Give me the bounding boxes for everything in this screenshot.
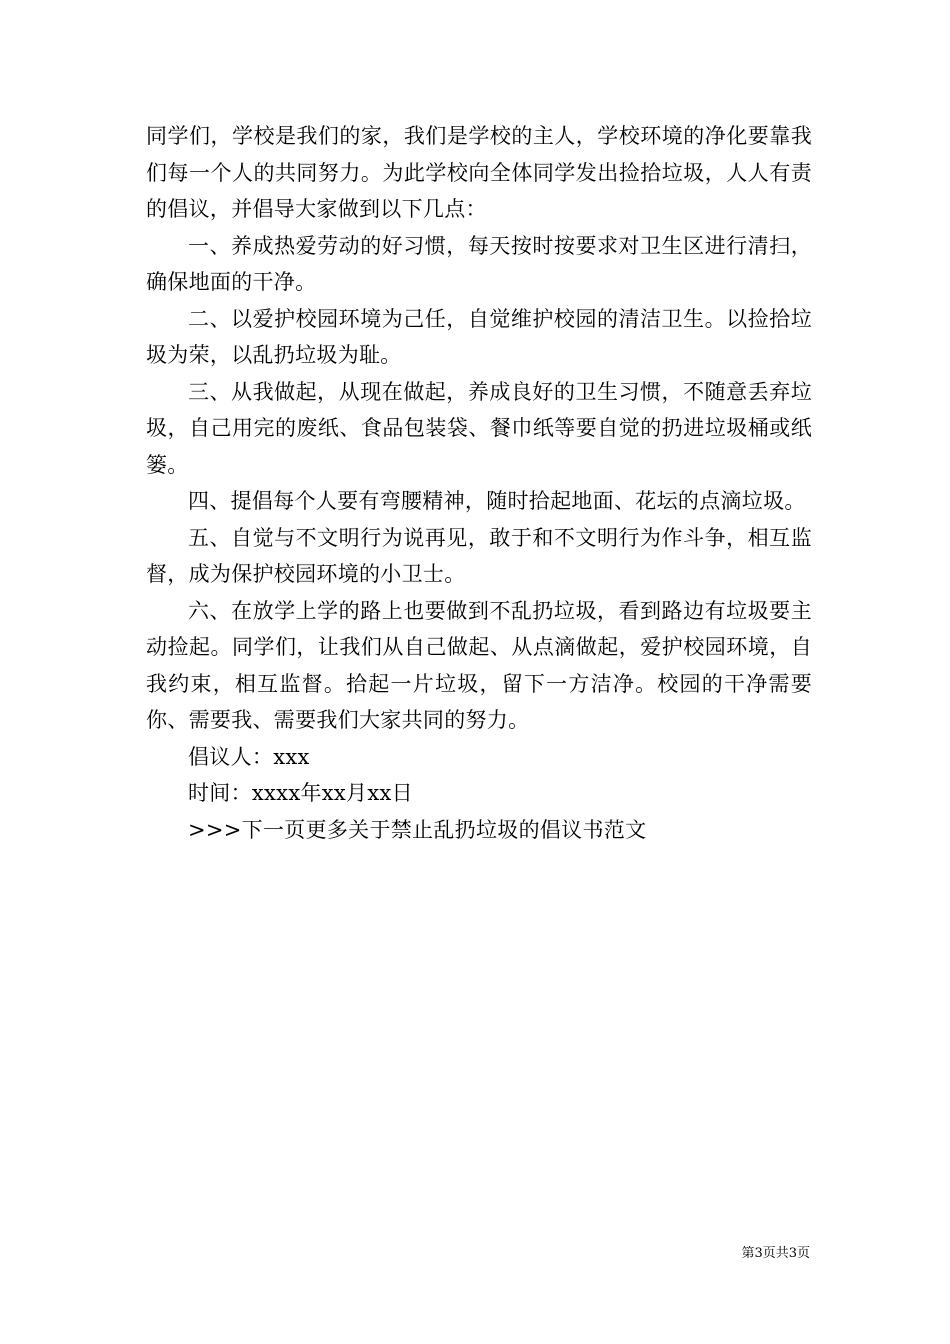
point-one-paragraph: 一、养成热爱劳动的好习惯，每天按时按要求对卫生区进行清扫，确保地面的干净。 bbox=[146, 233, 812, 294]
point-five-paragraph: 五、自觉与不文明行为说再见，敢于和不文明行为作斗争，相互监督，成为保护校园环境的小卫士。 bbox=[146, 525, 812, 586]
point-three-paragraph: 三、从我做起，从现在做起，养成良好的卫生习惯，不随意丢弃垃圾，自己用完的废纸、食品包装袋、餐巾纸等要自觉的扔进垃圾桶或纸篓。 bbox=[146, 379, 812, 477]
point-six-paragraph: 六、在放学上学的路上也要做到不乱扔垃圾，看到路边有垃圾要主动捡起。同学们，让我们从自己做起、从点滴做起，爱护校园环境，自我约束，相互监督。拾起一片垃圾，留下一方洁净。校园的干净需要你、需要我、需要我们大家共同的努力。 bbox=[146, 598, 812, 732]
next-page-link[interactable]: >>>下一页更多关于禁止乱扔垃圾的倡议书范文 bbox=[188, 817, 647, 842]
point-four-paragraph: 四、提倡每个人要有弯腰精神，随时拾起地面、花坛的点滴垃圾。 bbox=[188, 489, 806, 513]
proposer-line: 倡议人：xxx bbox=[188, 744, 310, 769]
document-body bbox=[146, 118, 812, 848]
date-line: 时间：xxxx年xx月xx日 bbox=[188, 781, 413, 805]
intro-paragraph: 同学们，学校是我们的家，我们是学校的主人，学校环境的净化要靠我们每一个人的共同努力。为此学校向全体同学发出捡拾垃圾，人人有责的倡议，并倡导大家做到以下几点： bbox=[146, 124, 812, 221]
page-number-footer: 第3页共3页 bbox=[741, 1246, 810, 1261]
point-two-paragraph: 二、以爱护校园环境为己任，自觉维护校园的清洁卫生。以捡拾垃圾为荣，以乱扔垃圾为耻。 bbox=[146, 306, 812, 367]
